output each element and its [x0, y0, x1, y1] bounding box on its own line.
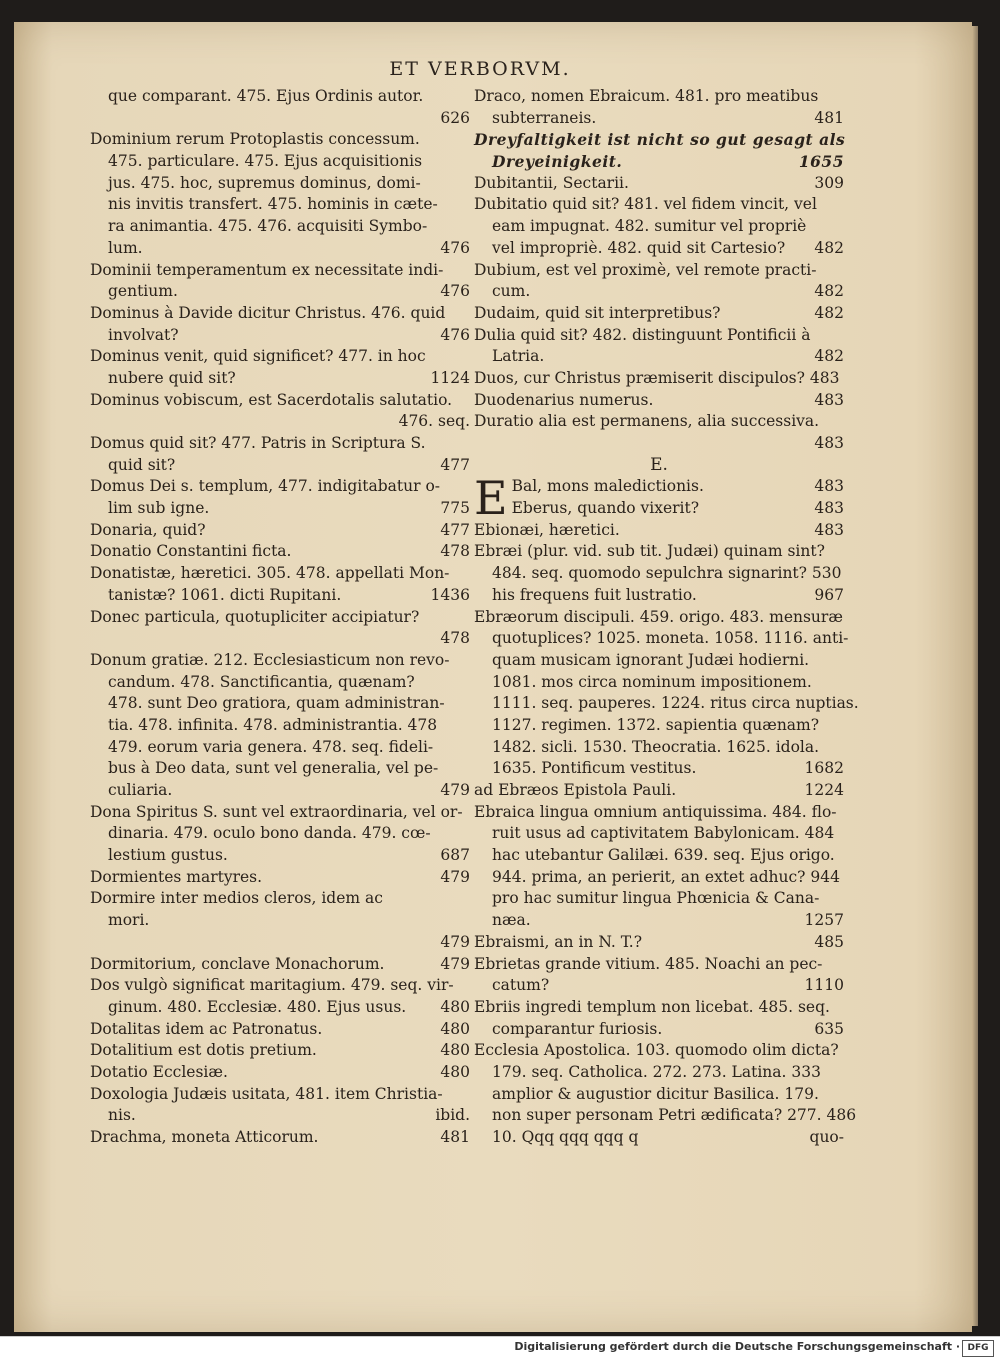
index-line	[474, 1040, 844, 1062]
entry-text: Dotatio Ecclesiæ.	[90, 1062, 228, 1081]
index-line	[90, 368, 470, 390]
index-line	[90, 216, 470, 238]
index-line	[474, 737, 844, 759]
entry-text: hac utebantur Galilæi. 639. seq. Ejus origo.	[492, 846, 835, 865]
entry-text: 1127. regimen. 1372. sapientia quænam?	[492, 715, 820, 734]
entry-text: cum.	[492, 282, 531, 301]
entry-text: ra animantia. 475. 476. acquisiti Symbo-	[108, 217, 428, 236]
index-line	[474, 802, 844, 824]
entry-text: Dotalitium est dotis pretium.	[90, 1041, 317, 1060]
page-reference: 483	[814, 390, 844, 409]
entry-text: 478. sunt Deo gratiora, quam administran-	[108, 694, 445, 713]
entry-text: Dotalitas idem ac Patronatus.	[90, 1019, 323, 1038]
entry-text: vel impropriè. 482. quid sit Cartesio?	[492, 238, 786, 257]
entry-text: Dominium rerum Protoplastis concessum.	[90, 130, 420, 149]
index-line	[474, 693, 859, 715]
entry-text: næa.	[492, 911, 531, 930]
page-reference: 480	[440, 1041, 470, 1060]
page-reference: 775	[440, 499, 470, 518]
page-reference: 967	[814, 585, 844, 604]
entry-text: tia. 478. infinita. 478. administrantia. 478	[108, 715, 438, 734]
entry-text: Duodenarius numerus.	[474, 390, 654, 409]
entry-text: quid sit?	[108, 455, 176, 474]
entry-text: 476. seq.	[398, 412, 470, 431]
entry-text: Dominii temperamentum ex necessitate indi-	[90, 260, 444, 279]
page-reference: 478	[440, 542, 470, 561]
entry-text: Donatio Constantini ficta.	[90, 542, 292, 561]
index-line	[90, 954, 470, 976]
page-reference: 635	[814, 1019, 844, 1038]
page-reference: 476	[440, 325, 470, 344]
index-line	[90, 260, 470, 282]
index-line	[474, 563, 844, 585]
index-line	[474, 281, 844, 303]
index-line	[90, 1084, 470, 1106]
index-line	[474, 541, 844, 563]
index-line	[90, 281, 470, 303]
index-line	[474, 86, 844, 108]
index-line	[474, 1062, 844, 1084]
index-line	[474, 823, 844, 845]
index-line	[90, 888, 470, 910]
index-line	[90, 672, 470, 694]
section-heading	[474, 455, 844, 477]
entry-text: Ebræi (plur. vid. sub tit. Judæi) quinam sint?	[474, 542, 825, 561]
entry-text: 1081. mos circa nominum impositionem.	[492, 672, 812, 691]
entry-text: culiaria.	[108, 781, 173, 799]
index-line	[90, 1127, 470, 1149]
entry-text: Dominus venit, quid significet? 477. in hoc	[90, 347, 426, 366]
entry-text: E.	[650, 454, 668, 475]
index-line	[474, 867, 844, 889]
index-line	[474, 520, 844, 542]
entry-text: Bal, mons maledictionis.	[511, 477, 704, 496]
entry-text: tanistæ? 1061. dicti Rupitani.	[108, 585, 342, 604]
entry-text: lestium gustus.	[108, 846, 228, 865]
entry-text: Donatistæ, hæretici. 305. 478. appellati Mon-	[90, 564, 450, 583]
entry-text: 179. seq. Catholica. 272. 273. Latina. 333	[492, 1062, 821, 1081]
entry-text: bus à Deo data, sunt vel generalia, vel pe-	[108, 759, 439, 778]
entry-text: 944. prima, an perierit, an extet adhuc? 944	[492, 867, 841, 886]
index-line	[90, 585, 470, 607]
entry-text: Dos vulgò significat maritagium. 479. seq. vir-	[90, 976, 454, 995]
entry-text: Ecclesia Apostolica. 103. quomodo olim dicta?	[474, 1041, 839, 1060]
page-reference: 476	[440, 238, 470, 257]
entry-text: Dormire inter medios cleros, idem ac	[90, 889, 383, 908]
index-line	[90, 628, 470, 650]
entry-text: amplior & augustior dicitur Basilica. 179.	[492, 1084, 819, 1103]
index-line	[90, 607, 470, 629]
page-reference: 485	[814, 932, 844, 951]
index-line	[474, 1105, 857, 1127]
index-line	[474, 129, 844, 151]
index-line	[474, 151, 844, 173]
entry-text: Dormitorium, conclave Monachorum.	[90, 954, 385, 973]
entry-text: Domus Dei s. templum, 477. indigitabatur o-	[90, 477, 441, 496]
index-line	[90, 737, 470, 759]
entry-text: 479	[440, 932, 470, 951]
entry-text: candum. 478. Sanctificantia, quænam?	[108, 672, 415, 691]
entry-text: Latria.	[492, 347, 545, 366]
entry-text: Ebraismi, an in N. T.?	[474, 932, 643, 951]
index-line	[90, 715, 470, 737]
entry-text: ad Ebræos Epistola Pauli.	[474, 781, 677, 799]
entry-text: Duos, cur Christus præmiserit discipulos? 483	[474, 368, 840, 387]
entry-text: pro hac sumitur lingua Phœnicia & Cana-	[492, 889, 820, 908]
entry-text: Ebrietas grande vitium. 485. Noachi an pec-	[474, 954, 823, 973]
entry-text: Dormientes martyres.	[90, 867, 263, 886]
index-line	[474, 1084, 844, 1106]
entry-text: Dominus à Davide dicitur Christus. 476. quid	[90, 303, 446, 322]
index-line	[90, 758, 470, 780]
index-line	[474, 390, 844, 412]
index-line	[474, 260, 844, 282]
entry-text: 479. eorum varia genera. 478. seq. fideli-	[108, 737, 434, 756]
entry-text: Dreyfaltigkeit ist nicht so gut gesagt als	[474, 130, 846, 150]
entry-text: dinaria. 479. oculo bono danda. 479. cœ-	[108, 824, 431, 843]
page-reference: 483	[814, 477, 844, 496]
entry-text: Donum gratiæ. 212. Ecclesiasticum non revo-	[90, 650, 450, 669]
entry-text: 1635. Pontificum vestitus.	[492, 759, 697, 778]
entry-text: 1482. sicli. 1530. Theocratia. 1625. idola.	[492, 737, 820, 756]
page-reference: 477	[440, 520, 470, 539]
index-line	[474, 888, 844, 910]
index-line	[90, 476, 470, 498]
page-reference: 480	[440, 1019, 470, 1038]
page-reference: 480	[440, 997, 470, 1016]
entry-text: Ebræorum discipuli. 459. origo. 483. mensuræ	[474, 607, 843, 626]
entry-text: nis.	[108, 1106, 136, 1125]
index-line	[474, 628, 849, 650]
index-line	[474, 715, 844, 737]
index-line	[90, 1105, 470, 1127]
entry-text: que comparant. 475. Ejus Ordinis autor.	[108, 87, 424, 105]
index-line	[90, 346, 470, 368]
index-line	[90, 563, 470, 585]
entry-text: 475. particulare. 475. Ejus acquisitionis	[108, 152, 423, 171]
index-line	[90, 303, 470, 325]
entry-text: involvat?	[108, 325, 179, 344]
index-line	[90, 910, 470, 932]
page-reference: 481	[440, 1128, 470, 1146]
entry-text: 626	[440, 108, 470, 127]
index-line	[90, 541, 470, 563]
index-line	[90, 975, 470, 997]
entry-text: Duratio alia est permanens, alia successiva.	[474, 412, 820, 431]
entry-text: 478	[440, 629, 470, 648]
left-column	[90, 86, 470, 1149]
index-line	[474, 303, 844, 325]
index-line	[90, 1040, 470, 1062]
entry-text: ruit usus ad captivitatem Babylonicam. 484	[492, 824, 835, 843]
entry-text: 10. Qqq qqq qqq q	[492, 1128, 639, 1146]
page-reference: 482	[814, 303, 844, 322]
index-line	[90, 390, 470, 412]
index-line	[474, 1127, 844, 1149]
page-reference: 1436	[430, 585, 470, 604]
index-line	[90, 455, 470, 477]
entry-text: Drachma, moneta Atticorum.	[90, 1128, 319, 1146]
page-reference: ibid.	[435, 1106, 470, 1125]
page-reference: 1124	[430, 368, 470, 387]
index-line	[90, 867, 470, 889]
index-line	[474, 433, 844, 455]
index-line	[90, 845, 470, 867]
entry-text: lim sub igne.	[108, 499, 210, 518]
entry-text: non super personam Petri ædificata? 277. 486	[492, 1106, 857, 1125]
index-line	[474, 932, 844, 954]
entry-text: Dubitantii, Sectarii.	[474, 173, 629, 192]
index-line	[474, 758, 844, 780]
entry-text: 484. seq. quomodo sepulchra signarint? 530	[492, 564, 842, 583]
entry-text: Draco, nomen Ebraicum. 481. pro meatibus	[474, 87, 819, 105]
entry-text: Dubitatio quid sit? 481. vel fidem vincit, vel	[474, 195, 817, 214]
entry-text: Donec particula, quotupliciter accipiatur?	[90, 607, 420, 626]
index-line	[90, 932, 470, 954]
page-reference: 479	[440, 954, 470, 973]
entry-text: 483	[814, 434, 844, 452]
page-reference: 480	[440, 1062, 470, 1081]
index-line	[90, 194, 470, 216]
index-line	[90, 823, 470, 845]
page-reference: 482	[814, 347, 844, 366]
entry-text: 1111. seq. pauperes. 1224. ritus circa nuptias.	[492, 694, 859, 713]
entry-text: quotuplices? 1025. moneta. 1058. 1116. anti-	[492, 629, 849, 648]
page-reference: 687	[440, 846, 470, 865]
entry-text: Ebraica lingua omnium antiquissima. 484. flo-	[474, 802, 837, 821]
entry-text: Ebionæi, hæretici.	[474, 520, 620, 539]
page-reference: 476	[440, 282, 470, 301]
page-reference: 481	[814, 108, 844, 127]
page-edge	[972, 26, 978, 1326]
index-line	[474, 346, 844, 368]
page-reference: 483	[814, 520, 844, 539]
page-reference: 1110	[804, 976, 844, 995]
page-reference: 479	[440, 867, 470, 886]
entry-text: jus. 475. hoc, supremus dominus, domi-	[108, 173, 421, 192]
entry-text: Doxologia Judæis usitata, 481. item Christia-	[90, 1084, 443, 1103]
index-line	[474, 672, 844, 694]
page-reference: 1655	[798, 152, 844, 172]
index-line	[90, 108, 470, 130]
index-line	[90, 997, 470, 1019]
entry-text: eam impugnat. 482. sumitur vel propriè	[492, 217, 807, 236]
index-line	[474, 607, 844, 629]
index-line	[474, 108, 844, 130]
index-line	[474, 325, 844, 347]
index-line	[474, 194, 844, 216]
entry-text: Dona Spiritus S. sunt vel extraordinaria, vel or-	[90, 802, 463, 821]
entry-text: subterraneis.	[492, 108, 597, 127]
index-line	[474, 411, 844, 433]
page-reference: 1682	[804, 759, 844, 778]
right-column	[474, 86, 859, 1149]
page-reference: 1257	[804, 911, 844, 930]
footer-credit: Digitalisierung gefördert durch die Deutsche Forschungsgemeinschaft ·	[514, 1340, 960, 1353]
index-line	[474, 173, 844, 195]
entry-text: Domus quid sit? 477. Patris in Scriptura S.	[90, 434, 426, 452]
dfg-logo: DFG	[962, 1340, 994, 1357]
entry-text: his frequens fuit lustratio.	[492, 585, 697, 604]
index-line	[90, 173, 470, 195]
page-reference: 479	[440, 781, 470, 799]
entry-text: comparantur furiosis.	[492, 1019, 663, 1038]
entry-text: Donaria, quid?	[90, 520, 206, 539]
entry-text: nis invitis transfert. 475. hominis in cæte-	[108, 195, 438, 214]
entry-text: gentium.	[108, 282, 178, 301]
index-line	[90, 238, 470, 260]
index-line	[90, 693, 470, 715]
page-reference: 1224	[804, 781, 844, 799]
entry-text: lum.	[108, 238, 143, 257]
entry-text: ginum. 480. Ecclesiæ. 480. Ejus usus.	[108, 997, 407, 1016]
entry-text: Eberus, quando vixerit?	[511, 499, 700, 518]
page-reference: 483	[814, 499, 844, 518]
index-line	[90, 650, 470, 672]
page-reference: quo-	[809, 1128, 844, 1146]
entry-text: Dulia quid sit? 482. distinguunt Pontificii à	[474, 325, 811, 344]
index-line	[90, 520, 470, 542]
entry-text: Dreyeinigkeit.	[492, 152, 623, 172]
index-line	[90, 433, 470, 455]
entry-text: Dudaim, quid sit interpretibus?	[474, 303, 721, 322]
entry-text: quam musicam ignorant Judæi hodierni.	[492, 650, 810, 669]
page-reference: 482	[814, 282, 844, 301]
page-reference: 482	[814, 238, 844, 257]
index-line	[90, 86, 470, 108]
index-line	[90, 411, 470, 433]
index-line	[474, 368, 844, 390]
index-line	[90, 1062, 470, 1084]
page-reference: 309	[814, 173, 844, 192]
index-line	[474, 997, 844, 1019]
index-line	[90, 498, 470, 520]
index-line	[90, 151, 470, 173]
index-line	[474, 910, 844, 932]
index-line	[90, 802, 470, 824]
index-line	[474, 780, 844, 802]
page-reference: 477	[440, 455, 470, 474]
index-line	[474, 845, 844, 867]
index-line	[474, 954, 844, 976]
entry-text: catum?	[492, 976, 550, 995]
index-line	[90, 129, 470, 151]
entry-text: Dubium, est vel proximè, vel remote practi-	[474, 260, 817, 279]
index-line	[474, 216, 844, 238]
drop-cap: E	[474, 471, 508, 526]
entry-text: Dominus vobiscum, est Sacerdotalis salutatio.	[90, 390, 453, 409]
entry-text: nubere quid sit?	[108, 368, 236, 387]
index-line	[90, 780, 470, 802]
index-line	[90, 325, 470, 347]
entry-text: mori.	[108, 911, 150, 930]
running-head: ET VERBORVM.	[389, 58, 571, 80]
index-line	[474, 498, 844, 520]
index-line	[474, 650, 844, 672]
index-line	[474, 975, 844, 997]
entry-text: Ebriis ingredi templum non licebat. 485. seq.	[474, 997, 830, 1016]
index-line	[90, 1019, 470, 1041]
index-line	[474, 238, 844, 260]
index-line	[474, 1019, 844, 1041]
footer-bar	[0, 1336, 1000, 1359]
index-line	[474, 585, 844, 607]
